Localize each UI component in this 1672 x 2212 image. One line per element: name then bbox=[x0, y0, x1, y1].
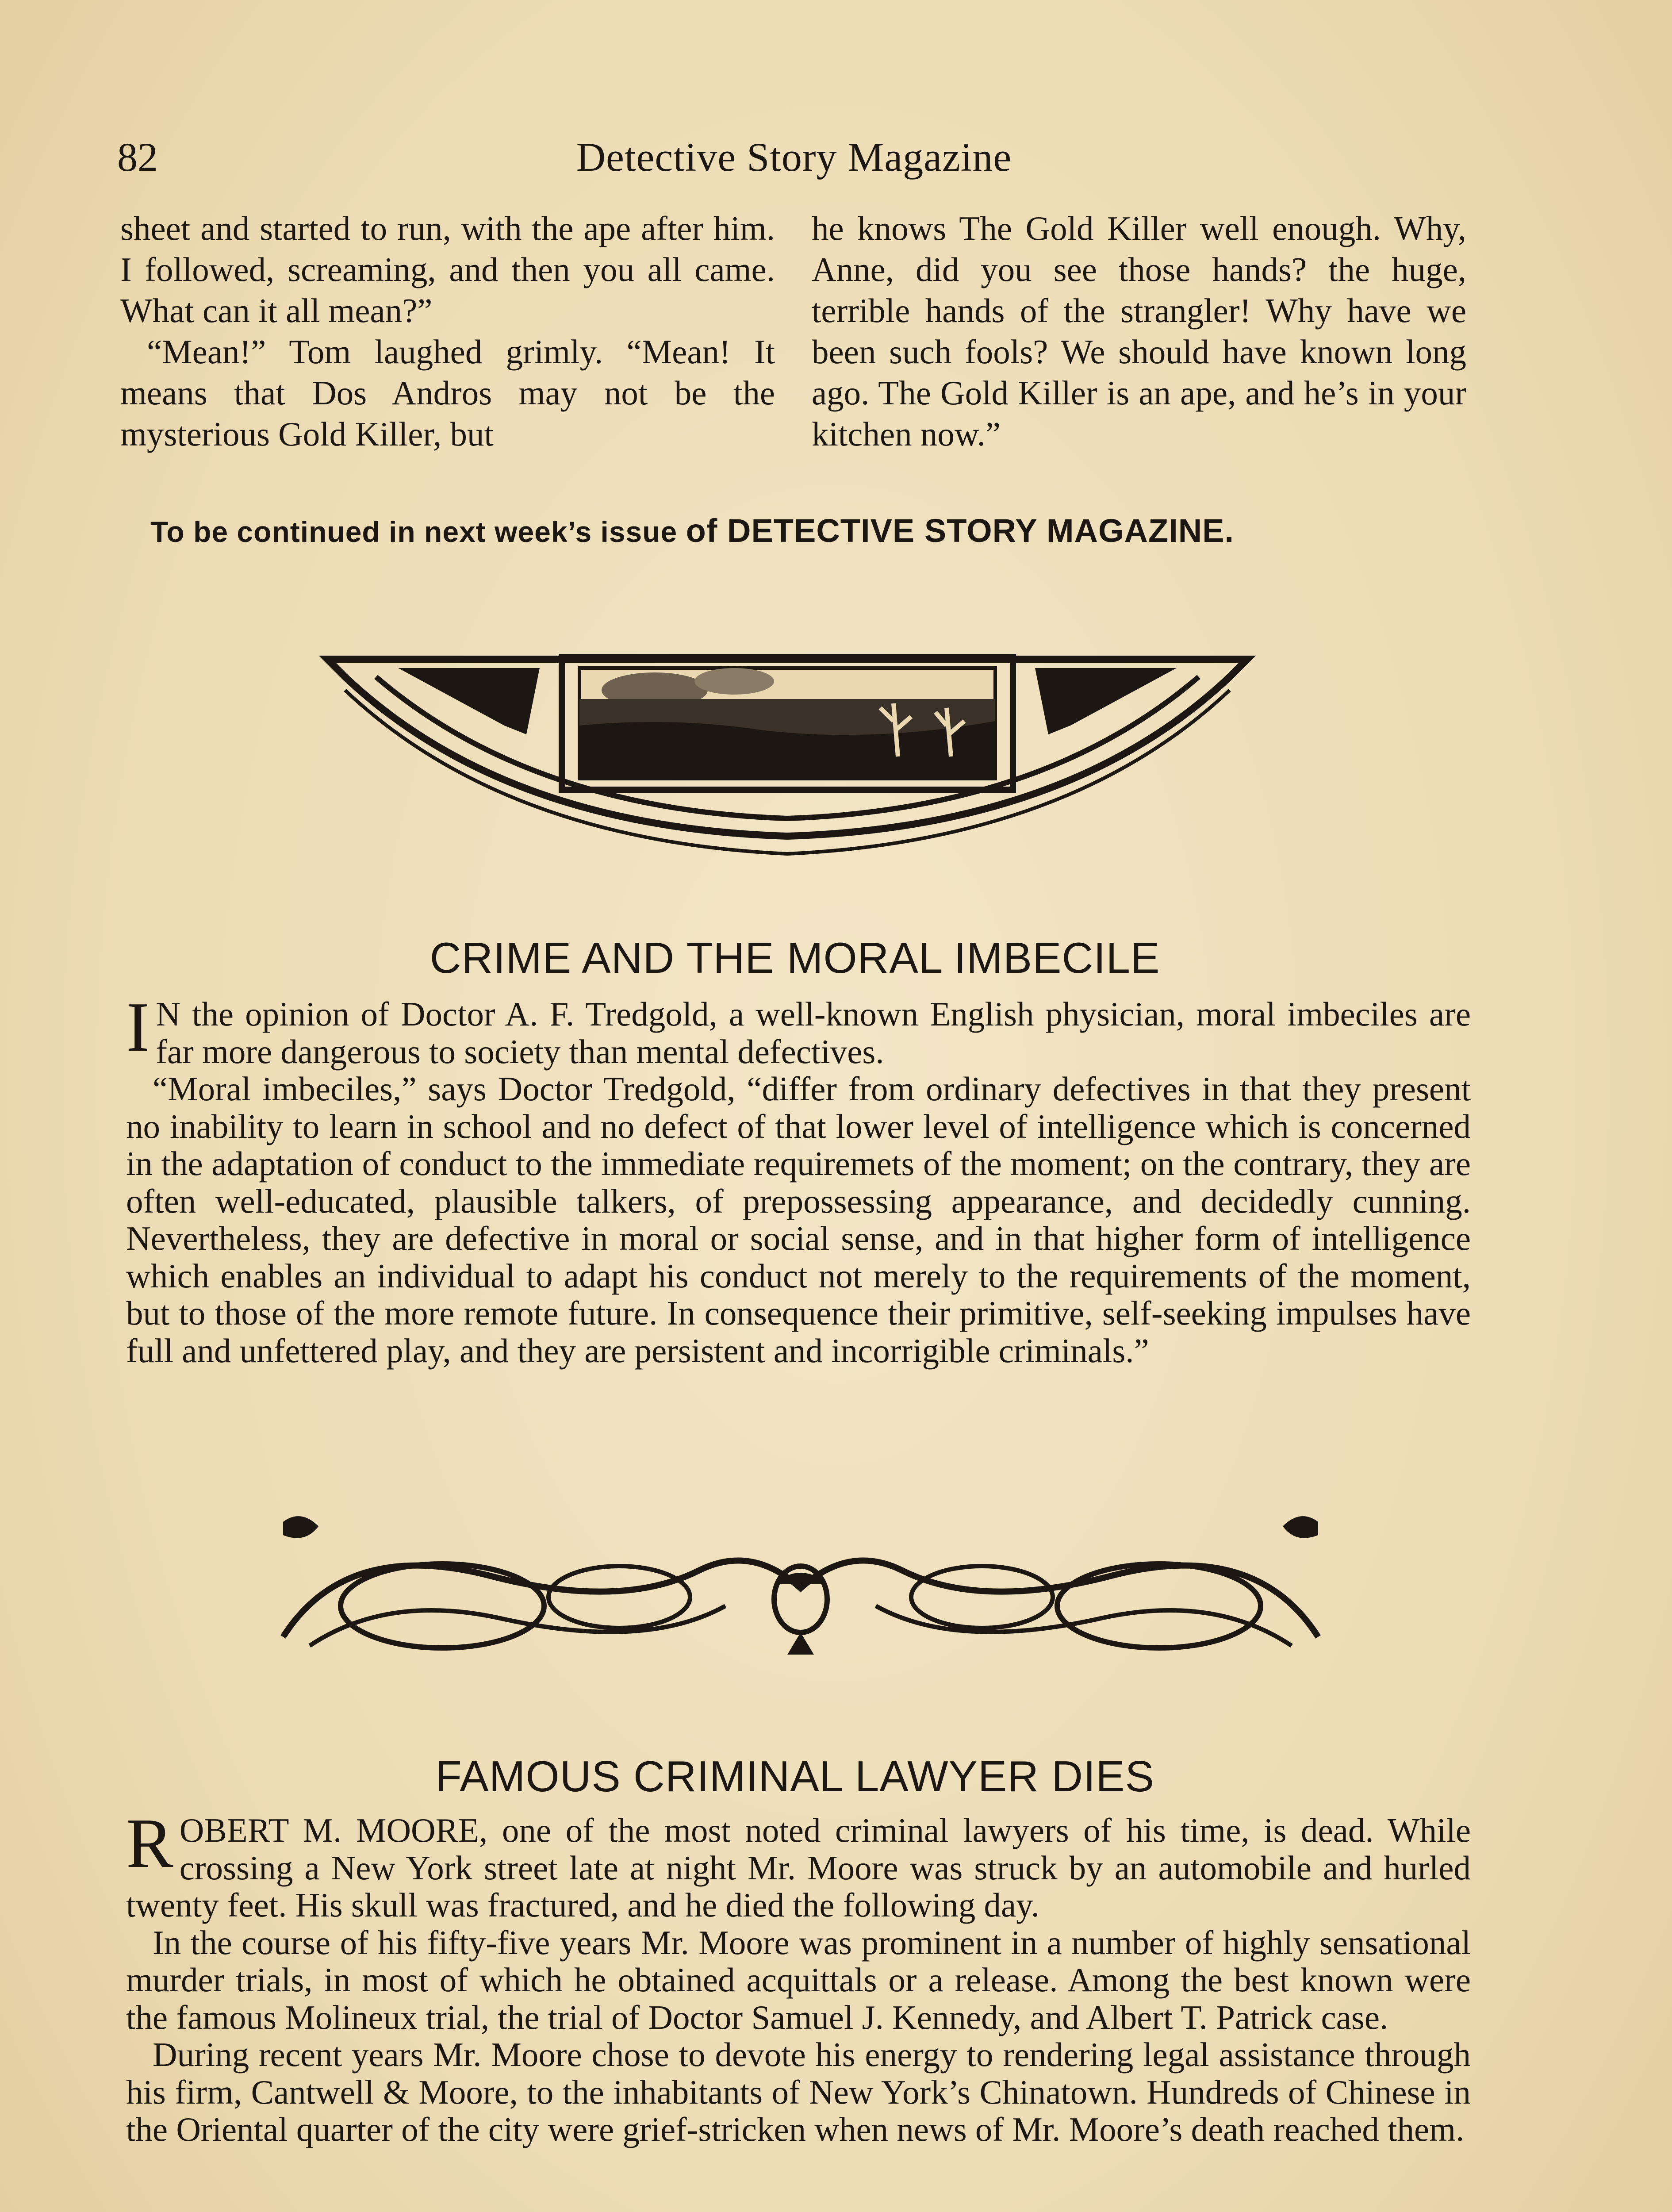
article-paragraph bbox=[126, 1804, 1471, 1924]
story-right-column bbox=[812, 208, 1466, 455]
page-header bbox=[117, 128, 1471, 186]
story-paragraph: “Mean!” Tom laughed grimly. “Mean! It means that Dos Andros may not be the mysterious Gold Killer, but bbox=[120, 333, 775, 453]
article-paragraph-text: N the opinion of Doctor A. F. Tredgold, a well-known English physician, moral imbeciles are far more dangerous to society than mental defectives. bbox=[156, 995, 1471, 1071]
article-crime-moral-imbecile bbox=[126, 987, 1471, 1370]
magazine-title: Detective Story Magazine bbox=[576, 134, 1012, 180]
article-paragraph: During recent years Mr. Moore chose to devote his energy to rendering legal assistance through his firm, Cantwell & Moore, to the inhabitants of New York’s Chinatown. Hundreds of Chinese in the Oriental quarter of the city were grief-stricken when news of Mr. Moore’s death reached them. bbox=[126, 2035, 1471, 2148]
article-title: CRIME AND THE MORAL IMBECILE bbox=[430, 933, 1160, 982]
page-number: 82 bbox=[117, 134, 158, 180]
continued-prefix: To be continued in next week’s issue bbox=[150, 515, 678, 548]
article-paragraph: “Moral imbeciles,” says Doctor Tredgold, “differ from ordinary defectives in that they present no inability to learn in school and no defect of that lower level of intelligence which is concerned in the adaptation of conduct to the immediate requiremets of the moment; on the contrary, they are often well-educated, plausible talkers, of prepossessing appearance, and decidedly cunning. Nevertheless, they are defective in moral or social sense, and in that higher form of intelligence which enables an individual to adapt his conduct not merely to the requirements of the moment, but to those of the more remote future. In consequence their primitive, self-seeking impulses have full and unfettered play, and they are persistent and incorrigible criminals.” bbox=[126, 1070, 1471, 1370]
article-paragraph: In the course of his fifty-five years Mr. Moore was prominent in a number of highly sensational murder trials, in most of which he obtained acquittals or a release. Among the best known were the famous Molineux trial, the trial of Doctor Samuel J. Kennedy, and Albert T. Patrick case. bbox=[126, 1923, 1471, 2036]
continued-suffix: of DETECTIVE STORY MAGAZINE. bbox=[686, 512, 1235, 549]
story-paragraph: sheet and started to run, with the ape after him. I followed, screaming, and then you all came. What can it all mean?” bbox=[120, 209, 775, 330]
drop-cap: R bbox=[126, 1804, 173, 1882]
acorn-scroll-ornament bbox=[257, 1504, 1345, 1681]
drop-cap: I bbox=[126, 987, 150, 1066]
article-title: FAMOUS CRIMINAL LAWYER DIES bbox=[435, 1752, 1155, 1801]
landscape-ornament bbox=[318, 633, 1256, 863]
article-criminal-lawyer-dies bbox=[126, 1804, 1471, 2148]
story-left-column bbox=[120, 208, 775, 455]
continued-notice bbox=[150, 509, 1460, 554]
article-paragraph bbox=[126, 987, 1471, 1071]
article-paragraph-text: OBERT M. MOORE, one of the most noted criminal lawyers of his time, is dead. While crossing a New York street late at night Mr. Moore was struck by an automobile and hurled twenty feet. His skull was fractured, and he died the following day. bbox=[126, 1811, 1471, 1924]
story-paragraph: he knows The Gold Killer well enough. Why, Anne, did you see those hands? the huge, terrible hands of the strangler! Why have we been such fools? We should have known long ago. The Gold Killer is an ape, and he’s in your kitchen now.” bbox=[812, 209, 1466, 453]
